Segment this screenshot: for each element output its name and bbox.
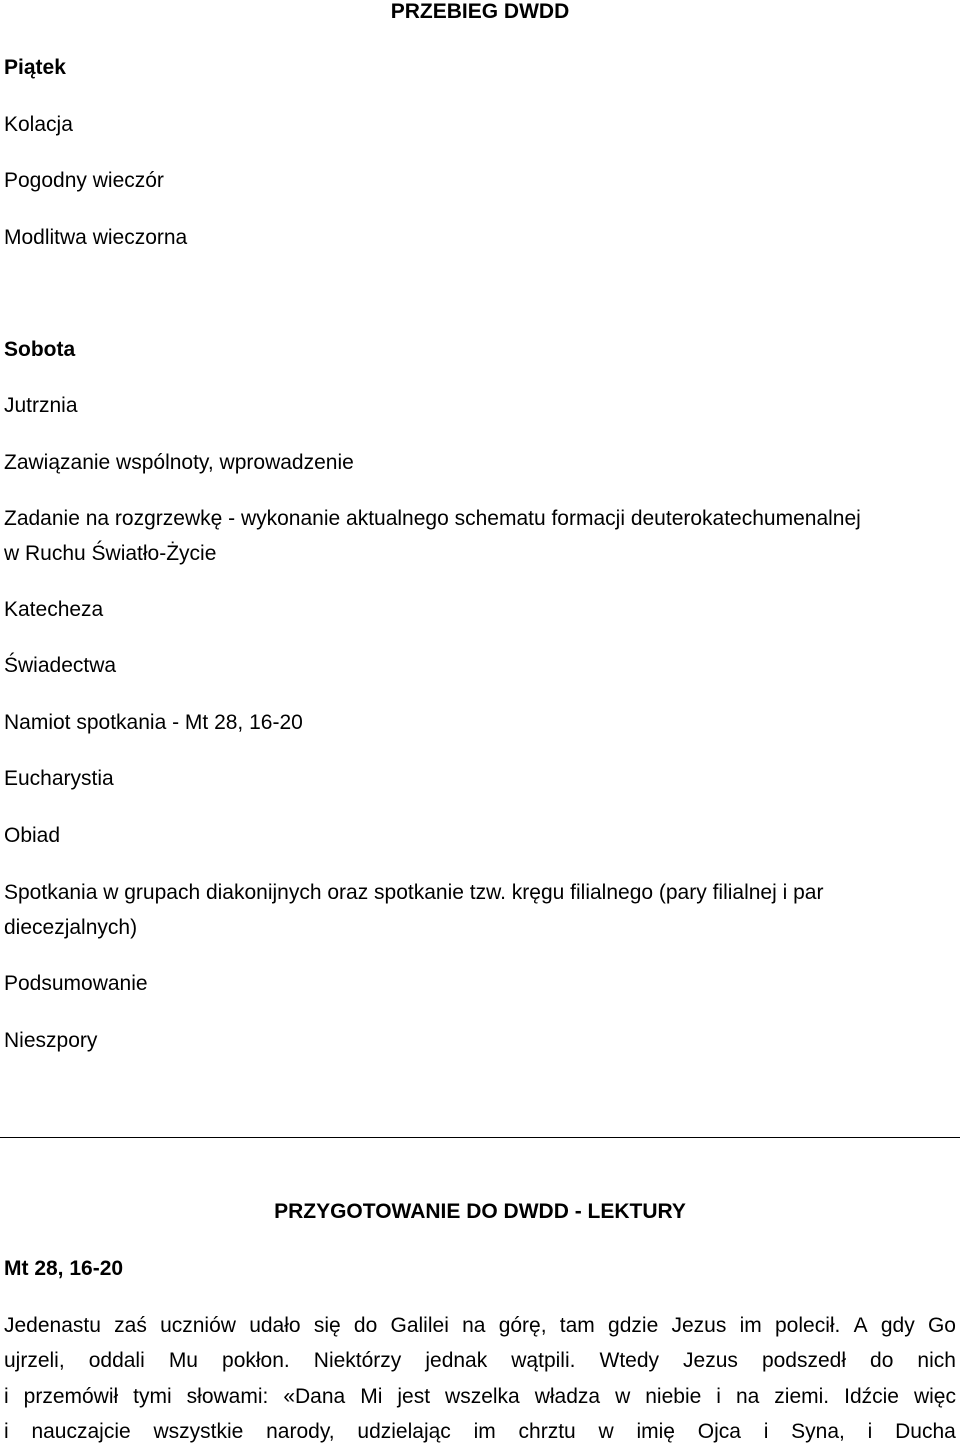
saturday-item-meetings-line1: Spotkania w grupach diakonijnych oraz spotkanie tzw. kręgu filialnego (pary filialnej i par [4, 881, 824, 904]
saturday-item-tent: Namiot spotkania - Mt 28, 16-20 [4, 711, 303, 734]
saturday-item-meetings-line2: diecezjalnych) [4, 916, 138, 939]
saturday-item-catechesis: Katecheza [4, 598, 104, 621]
friday-heading: Piątek [4, 56, 66, 79]
reading-reference: Mt 28, 16-20 [4, 1257, 124, 1280]
saturday-item-summary: Podsumowanie [4, 972, 148, 995]
saturday-item-eucharist: Eucharystia [4, 767, 114, 790]
saturday-item-lunch: Obiad [4, 824, 61, 847]
saturday-heading: Sobota [4, 338, 76, 361]
reading-line-2: ujrzeli, oddali Mu pokłon. Niektórzy jednak wątpili. Wtedy Jezus podszedł do nich [4, 1349, 956, 1372]
saturday-item-vespers: Nieszpory [4, 1029, 98, 1052]
reading-line-4: i nauczajcie wszystkie narody, udzielając im chrztu w imię Ojca i Syna, i Ducha [4, 1420, 956, 1443]
reading-section-title: PRZYGOTOWANIE DO DWDD - LEKTURY [274, 1200, 686, 1223]
section-divider [0, 1137, 960, 1138]
saturday-item-task-line2: w Ruchu Światło-Życie [4, 542, 217, 565]
reading-line-3: i przemówił tymi słowami: «Dana Mi jest wszelka władza w niebie i na ziemi. Idźcie więc [4, 1385, 956, 1408]
friday-item-prayer: Modlitwa wieczorna [4, 226, 188, 249]
reading-line-1: Jedenastu zaś uczniów udało się do Galilei na górę, tam gdzie Jezus im polecił. A gdy Go [4, 1314, 956, 1337]
saturday-item-community: Zawiązanie wspólnoty, wprowadzenie [4, 451, 354, 474]
saturday-item-task-line1: Zadanie na rozgrzewkę - wykonanie aktualnego schematu formacji deuterokatechumenalnej [4, 507, 861, 530]
page-title: PRZEBIEG DWDD [390, 0, 570, 23]
friday-item-evening: Pogodny wieczór [4, 169, 164, 192]
friday-item-supper: Kolacja [4, 113, 73, 136]
saturday-item-lauds: Jutrznia [4, 394, 78, 417]
saturday-item-testimonies: Świadectwa [4, 654, 117, 677]
